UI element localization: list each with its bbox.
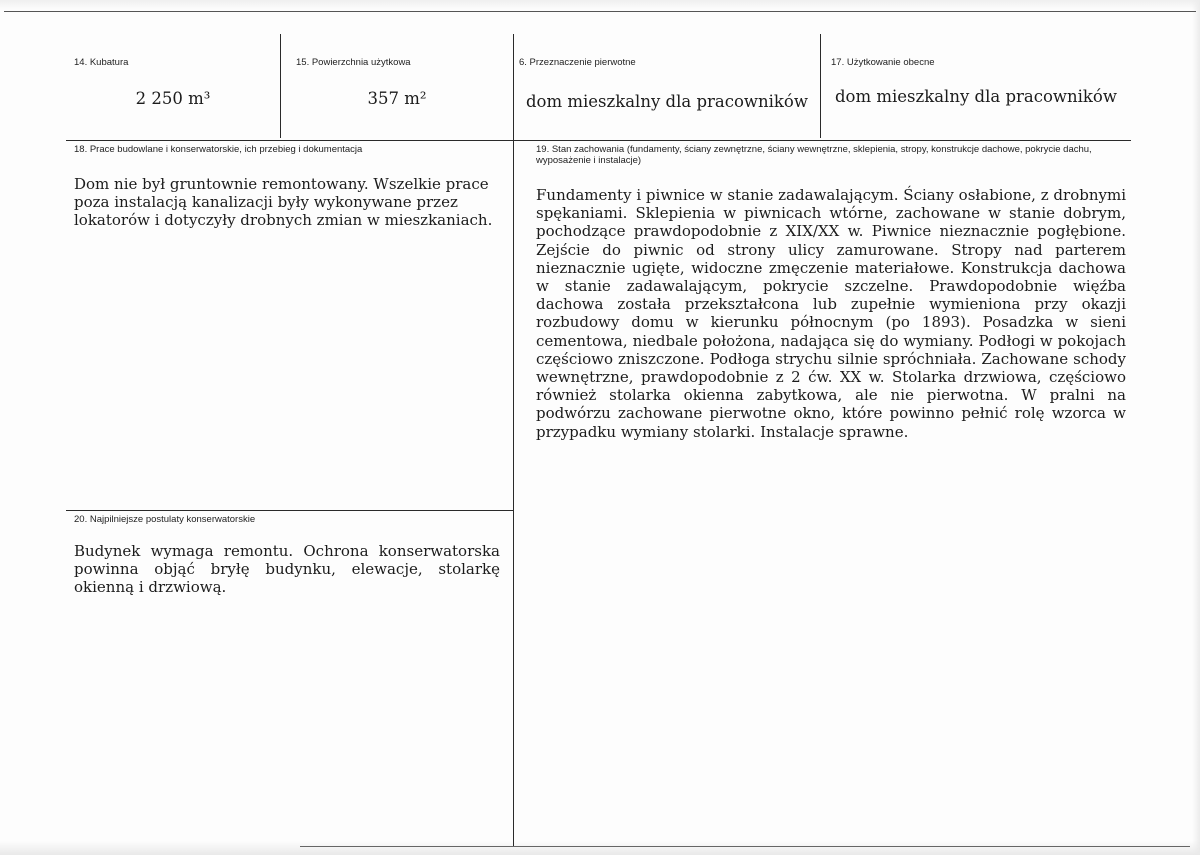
top-border (4, 11, 1196, 12)
bottom-border (300, 846, 1190, 847)
field-20-label: 20. Najpilniejsze postulaty konserwatorskie (74, 514, 256, 525)
field-18-label: 18. Prace budowlane i konserwatorskie, ich przebieg i dokumentacja (74, 144, 363, 155)
field-19-label: 19. Stan zachowania (fundamenty, ściany zewnętrzne, ściany wewnętrzne, sklepienia, stropy, konstrukcje dachowe, pokrycie dachu, wyposażenie i instalacje) (536, 144, 1092, 166)
field-14-value: 2 250 m³ (135, 89, 211, 108)
scan-shadow-bottom (0, 841, 1200, 855)
field-14-label: 14. Kubatura (74, 57, 129, 68)
center-divider (513, 34, 514, 846)
field-15-label: 15. Powierzchnia użytkowa (296, 57, 411, 68)
scan-shadow-top (0, 0, 1200, 10)
scan-shadow-right (1192, 0, 1200, 855)
divider-row1-left (66, 140, 514, 141)
field-17-label: 17. Użytkowanie obecne (831, 57, 935, 68)
field-20-text: Budynek wymaga remontu. Ochrona konserwatorska powinna objąć bryłę budynku, elewacje, stolarkę okienną i drzwiową. (74, 542, 500, 597)
field-6-label: 6. Przeznaczenie pierwotne (519, 57, 636, 68)
field-15-value: 357 m² (367, 89, 427, 108)
field-6-value: dom mieszkalny dla pracowników (525, 92, 808, 111)
divider-14-15 (280, 34, 281, 138)
field-19-text: Fundamenty i piwnice w stanie zadawalającym. Ściany osłabione, z drobnymi spękaniami. Sklepienia w piwnicach wtórne, zachowane w stanie dobrym, pochodzące prawdopodobnie z XIX/XX w. Piwnice nieznacznie pogłębione. Zejście do piwnic od strony ulicy zamurowane. Stropy nad parterem nieznacznie ugięte, widoczne zmęczenie materiałowe. Konstrukcja dachowa w stanie zadawalającym, pokrycie szczelne. Prawdopodobnie więźba dachowa została przekształcona lub zupełnie wymieniona przy okazji rozbudowy domu w kierunku północnym (po 1893). Posadzka w sieni cementowa, niedbale położona, nadająca się do wymiany. Podłogi w pokojach częściowo zniszczone. Podłoga strychu silnie spróchniała. Zachowane schody wewnętrzne, prawdopodobnie z 2 ćw. XX w. Stolarka drzwiowa, częściowo również stolarka okienna zabytkowa, ale nie pierwotna. W pralni na podwórzu zachowane pierwotne okno, które powinno pełnić rolę wzorca w przypadku wymiany stolarki. Instalacje sprawne. (536, 186, 1126, 441)
field-17-value: dom mieszkalny dla pracowników (834, 87, 1117, 106)
divider-row1-right (513, 140, 1131, 141)
divider-6-17 (820, 34, 821, 138)
divider-field-20 (66, 510, 514, 511)
field-18-text: Dom nie był gruntownie remontowany. Wszelkie prace poza instalacją kanalizacji były wykonywane przez lokatorów i dotyczyły drobnych zmian w mieszkaniach. (74, 175, 493, 230)
